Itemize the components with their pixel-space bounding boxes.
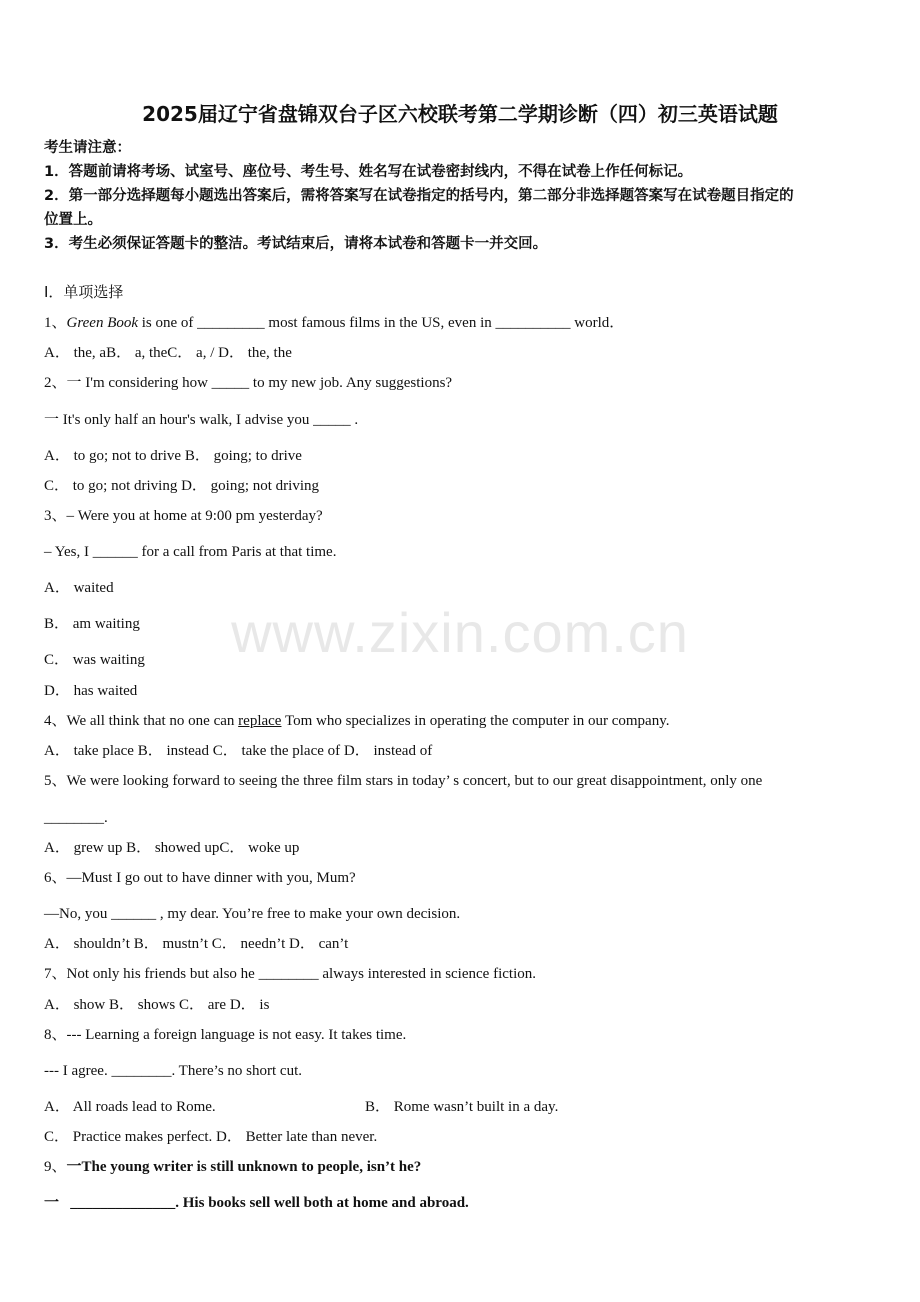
question-9 <box>44 1157 421 1177</box>
question-7: 7、Not only his friends but also he ________ always interested in science fiction. <box>44 966 536 982</box>
question-1-options: A． the, aB． a, theC． a, / D． the, the <box>44 345 292 361</box>
question-2: 2、一 I'm considering how _____ to my new job. Any suggestions? <box>44 375 453 391</box>
question-6-response: —No, you ______ , my dear. You’re free to make your own decision. <box>44 906 461 922</box>
question-3-option-b: B． am waiting <box>44 616 140 632</box>
notice-item-2-cont: 位置上。 <box>44 212 102 228</box>
notice-item-2: 2．第一部分选择题每小题选出答案后，需将答案写在试卷指定的括号内，第二部分非选择题答案写在试卷题目指定的 <box>44 188 794 204</box>
question-text: is one of _________ most famous films in the US, even in __________ world． <box>138 315 625 331</box>
question-3-option-a: A． waited <box>44 580 114 596</box>
question-text: 4、We all think that no one can <box>44 713 239 729</box>
film-title: Green Book <box>66 315 139 331</box>
question-2-response: 一 It's only half an hour's walk, I advise you _____ . <box>44 412 359 428</box>
notice-item-1: 1．答题前请将考场、试室号、座位号、考生号、姓名写在试卷密封线内，不得在试卷上作任何标记。 <box>44 164 693 180</box>
question-3-option-c: C． was waiting <box>44 652 145 668</box>
question-7-options: A． show B． shows C． are D． is <box>44 997 270 1013</box>
question-text: 一The young writer is still unknown to people, isn’t he? <box>66 1159 422 1175</box>
dash: 一 <box>44 1195 60 1211</box>
question-9-response <box>44 1193 469 1213</box>
notice-heading: 考生请注意： <box>44 140 131 156</box>
answer-blank: ______________ <box>70 1195 176 1211</box>
watermark: www.zixin.com.cn <box>231 601 689 664</box>
question-2-options-ab: A． to go; not to drive B． going; to drive <box>44 448 302 464</box>
question-8-response: --- I agree. ________. There’s no short cut. <box>44 1063 302 1079</box>
question-8-options-cd: C． Practice makes perfect. D． Better late than never. <box>44 1129 378 1145</box>
question-5-options: A． grew up B． showed upC． woke up <box>44 840 300 856</box>
question-3-option-d: D． has waited <box>44 683 138 699</box>
question-2-options-cd: C． to go; not driving D． going; not driving <box>44 478 320 494</box>
question-8-option-b: B． Rome wasn’t built in a day. <box>365 1099 559 1115</box>
question-8: 8、--- Learning a foreign language is not easy. It takes time. <box>44 1027 407 1043</box>
question-6: 6、—Must I go out to have dinner with you, Mum? <box>44 870 356 886</box>
question-5-blank: ________. <box>44 810 108 826</box>
question-6-options: A． shouldn’t B． mustn’t C． needn’t D． can’t <box>44 936 349 952</box>
question-3-response: – Yes, I ______ for a call from Paris at that time. <box>44 544 337 560</box>
question-text: Tom who specializes in operating the computer in our company. <box>281 713 670 729</box>
underlined-word: replace <box>238 713 282 729</box>
question-4 <box>44 711 669 731</box>
notice-item-3: 3．考生必须保证答题卡的整洁。考试结束后，请将本试卷和答题卡一并交回。 <box>44 236 548 252</box>
page-title: 2025届辽宁省盘锦双台子区六校联考第二学期诊断（四）初三英语试题 <box>142 102 778 126</box>
response-text: . His books sell well both at home and abroad. <box>175 1195 469 1211</box>
question-number: 1、 <box>44 315 67 331</box>
question-1 <box>44 313 624 333</box>
section-heading: Ⅰ．单项选择 <box>44 283 124 301</box>
question-5: 5、We were looking forward to seeing the three film stars in today’ s concert, but to our great disappointment, only one <box>44 773 763 789</box>
question-4-options: A． take place B． instead C． take the place of D． instead of <box>44 743 433 759</box>
question-number: 9、 <box>44 1159 67 1175</box>
question-3: 3、– Were you at home at 9:00 pm yesterday? <box>44 508 323 524</box>
question-8-option-a: A． All roads lead to Rome. <box>44 1099 216 1115</box>
